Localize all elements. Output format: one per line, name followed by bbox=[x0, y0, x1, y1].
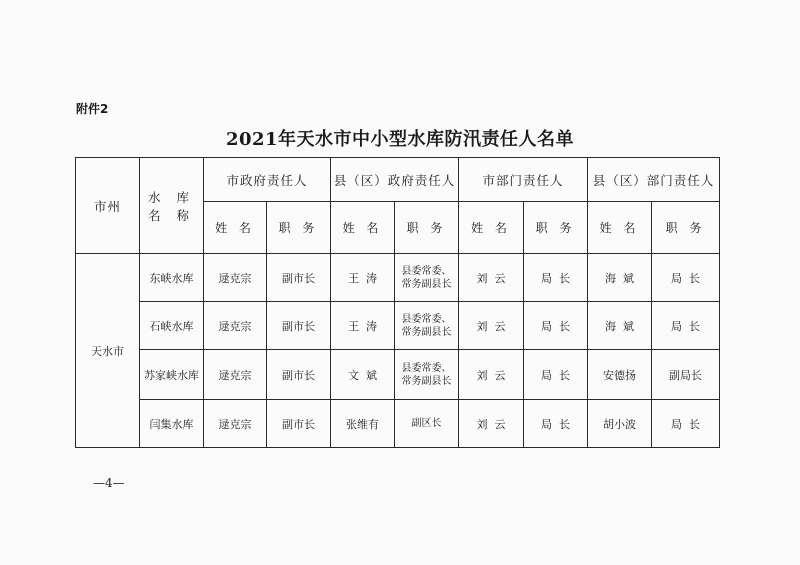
county-dept-duty: 局 长 bbox=[652, 302, 720, 350]
county-gov-name: 文 斌 bbox=[331, 350, 395, 400]
header-duty: 职 务 bbox=[395, 202, 459, 254]
header-duty: 职 务 bbox=[524, 202, 588, 254]
county-gov-duty-line1: 县委常委、 bbox=[401, 265, 452, 277]
county-dept-name: 胡小波 bbox=[588, 400, 652, 448]
city-gov-name: 逯克宗 bbox=[204, 302, 267, 350]
city-dept-duty: 局 长 bbox=[524, 302, 588, 350]
header-name: 姓 名 bbox=[204, 202, 267, 254]
county-gov-duty-line2: 常务副县长 bbox=[401, 278, 452, 290]
header-name: 姓 名 bbox=[331, 202, 395, 254]
header-duty: 职 务 bbox=[267, 202, 331, 254]
county-gov-duty bbox=[395, 400, 459, 448]
reservoir-name: 石峡水库 bbox=[140, 302, 204, 350]
responsibility-table bbox=[75, 157, 720, 448]
county-dept-duty: 副局长 bbox=[652, 350, 720, 400]
header-city: 市州 bbox=[76, 158, 140, 254]
table-row bbox=[76, 350, 720, 400]
city-dept-duty: 局 长 bbox=[524, 400, 588, 448]
county-gov-name: 王 涛 bbox=[331, 254, 395, 302]
city-dept-name: 刘 云 bbox=[459, 302, 524, 350]
header-group-county-gov: 县（区）政府责任人 bbox=[331, 158, 459, 202]
city-gov-name: 逯克宗 bbox=[204, 400, 267, 448]
city-gov-duty: 副市长 bbox=[267, 302, 331, 350]
document-title: 2021年天水市中小型水库防汛责任人名单 bbox=[225, 129, 575, 150]
county-dept-duty: 局 长 bbox=[652, 254, 720, 302]
reservoir-name: 东峡水库 bbox=[140, 254, 204, 302]
city-dept-name: 刘 云 bbox=[459, 400, 524, 448]
table-row bbox=[76, 254, 720, 302]
city-gov-duty: 副市长 bbox=[267, 350, 331, 400]
county-gov-duty-line1: 县委常委、 bbox=[401, 362, 452, 374]
table-row bbox=[76, 302, 720, 350]
header-reservoir-line2: 名 称 bbox=[148, 207, 195, 223]
table-row bbox=[76, 400, 720, 448]
reservoir-name: 苏家峡水库 bbox=[140, 350, 204, 400]
header-name: 姓 名 bbox=[588, 202, 652, 254]
city-dept-name: 刘 云 bbox=[459, 350, 524, 400]
header-group-city-gov: 市政府责任人 bbox=[204, 158, 331, 202]
header-duty: 职 务 bbox=[652, 202, 720, 254]
city-gov-name: 逯克宗 bbox=[204, 350, 267, 400]
city-dept-duty: 局 长 bbox=[524, 350, 588, 400]
county-gov-name: 王 涛 bbox=[331, 302, 395, 350]
page-number: —4— bbox=[93, 476, 125, 490]
county-gov-duty bbox=[395, 254, 459, 302]
county-dept-name: 海 斌 bbox=[588, 254, 652, 302]
header-reservoir bbox=[140, 158, 204, 254]
reservoir-name: 闫集水库 bbox=[140, 400, 204, 448]
city-dept-duty: 局 长 bbox=[524, 254, 588, 302]
county-dept-duty: 局 长 bbox=[652, 400, 720, 448]
county-gov-name: 张维有 bbox=[331, 400, 395, 448]
county-gov-duty-line2: 常务副县长 bbox=[401, 375, 452, 387]
header-group-city-dept: 市部门责任人 bbox=[459, 158, 588, 202]
city-gov-duty: 副市长 bbox=[267, 400, 331, 448]
attachment-label: 附件2 bbox=[76, 102, 109, 116]
county-gov-duty bbox=[395, 350, 459, 400]
city-gov-duty: 副市长 bbox=[267, 254, 331, 302]
county-gov-duty bbox=[395, 302, 459, 350]
county-gov-duty-line1: 副区长 bbox=[411, 418, 442, 429]
header-name: 姓 名 bbox=[459, 202, 524, 254]
county-gov-duty-line1: 县委常委、 bbox=[401, 313, 452, 325]
header-group-county-dept: 县（区）部门责任人 bbox=[588, 158, 720, 202]
city-dept-name: 刘 云 bbox=[459, 254, 524, 302]
header-reservoir-line1: 水 库 bbox=[148, 189, 195, 205]
county-dept-name: 安德扬 bbox=[588, 350, 652, 400]
city-cell: 天水市 bbox=[76, 254, 140, 448]
county-dept-name: 海 斌 bbox=[588, 302, 652, 350]
county-gov-duty-line2: 常务副县长 bbox=[401, 326, 452, 338]
city-gov-name: 逯克宗 bbox=[204, 254, 267, 302]
